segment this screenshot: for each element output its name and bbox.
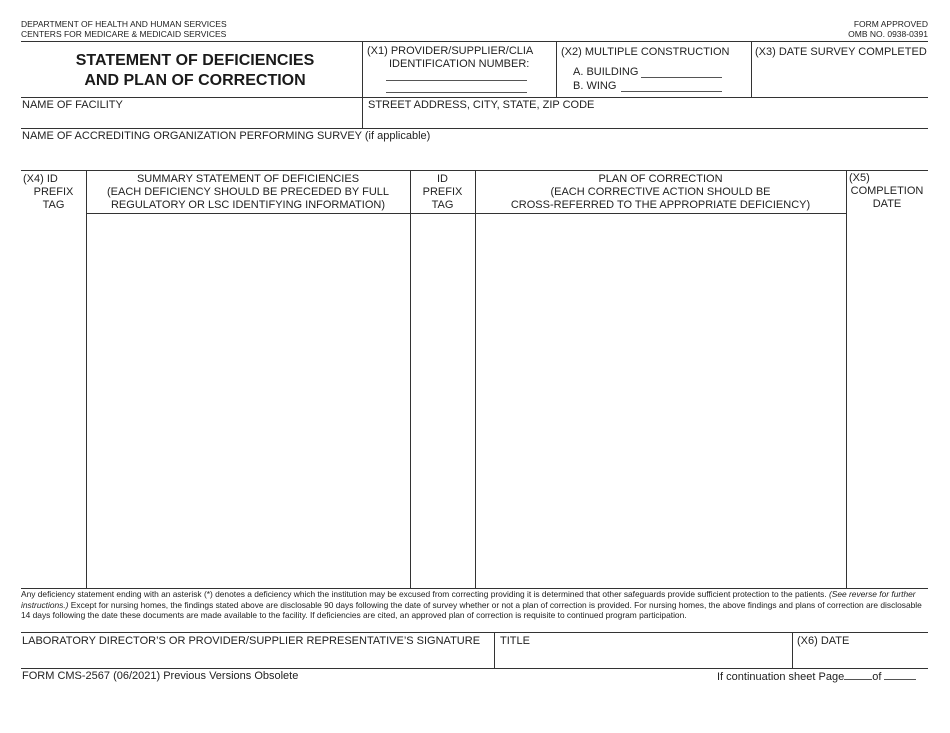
- x1-label-2: IDENTIFICATION NUMBER:: [389, 58, 530, 70]
- plan-column-body[interactable]: [476, 214, 845, 587]
- disclaimer-part1: Any deficiency statement ending with an asterisk (*) denotes a deficiency which the institution may be excused from correcting providing it is determined that other safeguards provide sufficient protection to the patients.: [21, 589, 829, 599]
- x4-header-line2: PREFIX: [33, 186, 74, 198]
- x2-wing-field[interactable]: [621, 91, 722, 92]
- x1-id-line-2[interactable]: [386, 92, 527, 93]
- street-address-label: STREET ADDRESS, CITY, STATE, ZIP CODE: [368, 99, 595, 111]
- signature-divider-title: [494, 632, 495, 668]
- summary-header-line1: SUMMARY STATEMENT OF DEFICIENCIES: [136, 173, 360, 185]
- x4-column-body[interactable]: [22, 214, 85, 587]
- x5-column-body[interactable]: [847, 214, 927, 587]
- continuation-of: of: [872, 671, 882, 683]
- x1-divider: [362, 41, 363, 128]
- x2-label: (X2) MULTIPLE CONSTRUCTION: [561, 46, 730, 58]
- form-number: FORM CMS-2567 (06/2021) Previous Versions Obsolete: [22, 670, 299, 682]
- summary-column-body[interactable]: [87, 214, 409, 587]
- disclaimer-text: [21, 589, 926, 621]
- x3-divider: [751, 41, 752, 97]
- summary-header-line2: (EACH DEFICIENCY SHOULD BE PRECEDED BY FULL: [107, 186, 389, 198]
- facility-name-label: NAME OF FACILITY: [22, 99, 123, 111]
- id-header-line1: ID: [437, 173, 448, 185]
- x5-header: [846, 172, 928, 211]
- x3-label: (X3) DATE SURVEY COMPLETED: [755, 46, 927, 58]
- id-header-line2: PREFIX: [422, 186, 463, 198]
- continuation-sheet: [717, 670, 916, 684]
- x5-header-line3: DATE: [872, 198, 902, 210]
- disclaimer-italic: (See reverse for further instructions.): [21, 589, 916, 610]
- form-title: [40, 51, 350, 91]
- accrediting-org-label: NAME OF ACCREDITING ORGANIZATION PERFORMING SURVEY (if applicable): [22, 130, 431, 142]
- x2-building-field[interactable]: [641, 77, 722, 78]
- continuation-page-field[interactable]: [844, 670, 872, 680]
- form-title-line1: STATEMENT OF DEFICIENCIES: [75, 52, 315, 69]
- signature-bottom-rule: [21, 668, 928, 669]
- continuation-total-field[interactable]: [884, 670, 916, 680]
- x1-label: (X1) PROVIDER/SUPPLIER/CLIA: [367, 45, 534, 57]
- signature-label: LABORATORY DIRECTOR’S OR PROVIDER/SUPPLIER REPRESENTATIVE’S SIGNATURE: [22, 635, 481, 647]
- x2-building-label: A. BUILDING: [573, 66, 639, 78]
- x1-id-line-1[interactable]: [386, 80, 527, 81]
- plan-header-line1: PLAN OF CORRECTION: [598, 173, 723, 185]
- summary-header-line3: REGULATORY OR LSC IDENTIFYING INFORMATION): [110, 199, 385, 211]
- plan-header: [475, 173, 846, 212]
- facility-row-bottom-rule: [21, 128, 928, 129]
- id-header: [410, 173, 475, 212]
- agency-subname: CENTERS FOR MEDICARE & MEDICAID SERVICES: [21, 29, 227, 39]
- signature-divider-date: [792, 632, 793, 668]
- title-label: TITLE: [500, 635, 530, 647]
- omb-number: OMB NO. 0938-0391: [848, 29, 928, 39]
- x4-header-line3: TAG: [42, 199, 65, 211]
- continuation-prefix: If continuation sheet Page: [717, 671, 845, 683]
- x4-header: [21, 173, 86, 212]
- id-header-line3: TAG: [431, 199, 454, 211]
- x5-header-line2: COMPLETION: [850, 185, 924, 197]
- x2-divider: [556, 41, 557, 97]
- x4-header-line1: (X4) ID: [23, 173, 58, 185]
- agency-name: DEPARTMENT OF HEALTH AND HUMAN SERVICES: [21, 19, 227, 29]
- form-approved-label: FORM APPROVED: [853, 19, 928, 29]
- x5-header-line1: (X5): [849, 172, 870, 184]
- x2-wing-label: B. WING: [573, 80, 617, 92]
- disclaimer-part2: Except for nursing homes, the findings stated above are disclosable 90 days following the date of survey whether or not a plan of correction is provided. For nursing homes, the above findings and plans of correction are disclosable 14 days following the date these documents are made available to the facility. If deficiencies are cited, an approved plan of correction is requisite to continued program participation.: [21, 599, 922, 621]
- x6-date-label: (X6) DATE: [797, 635, 850, 647]
- form-title-line2: AND PLAN OF CORRECTION: [84, 72, 306, 89]
- top-rule: [21, 41, 928, 42]
- plan-header-line3: CROSS-REFERRED TO THE APPROPRIATE DEFICIENCY): [510, 199, 811, 211]
- id-column-body[interactable]: [411, 214, 474, 587]
- title-row-bottom-rule: [21, 97, 928, 98]
- summary-header: [86, 173, 410, 212]
- plan-header-line2: (EACH CORRECTIVE ACTION SHOULD BE: [550, 186, 771, 198]
